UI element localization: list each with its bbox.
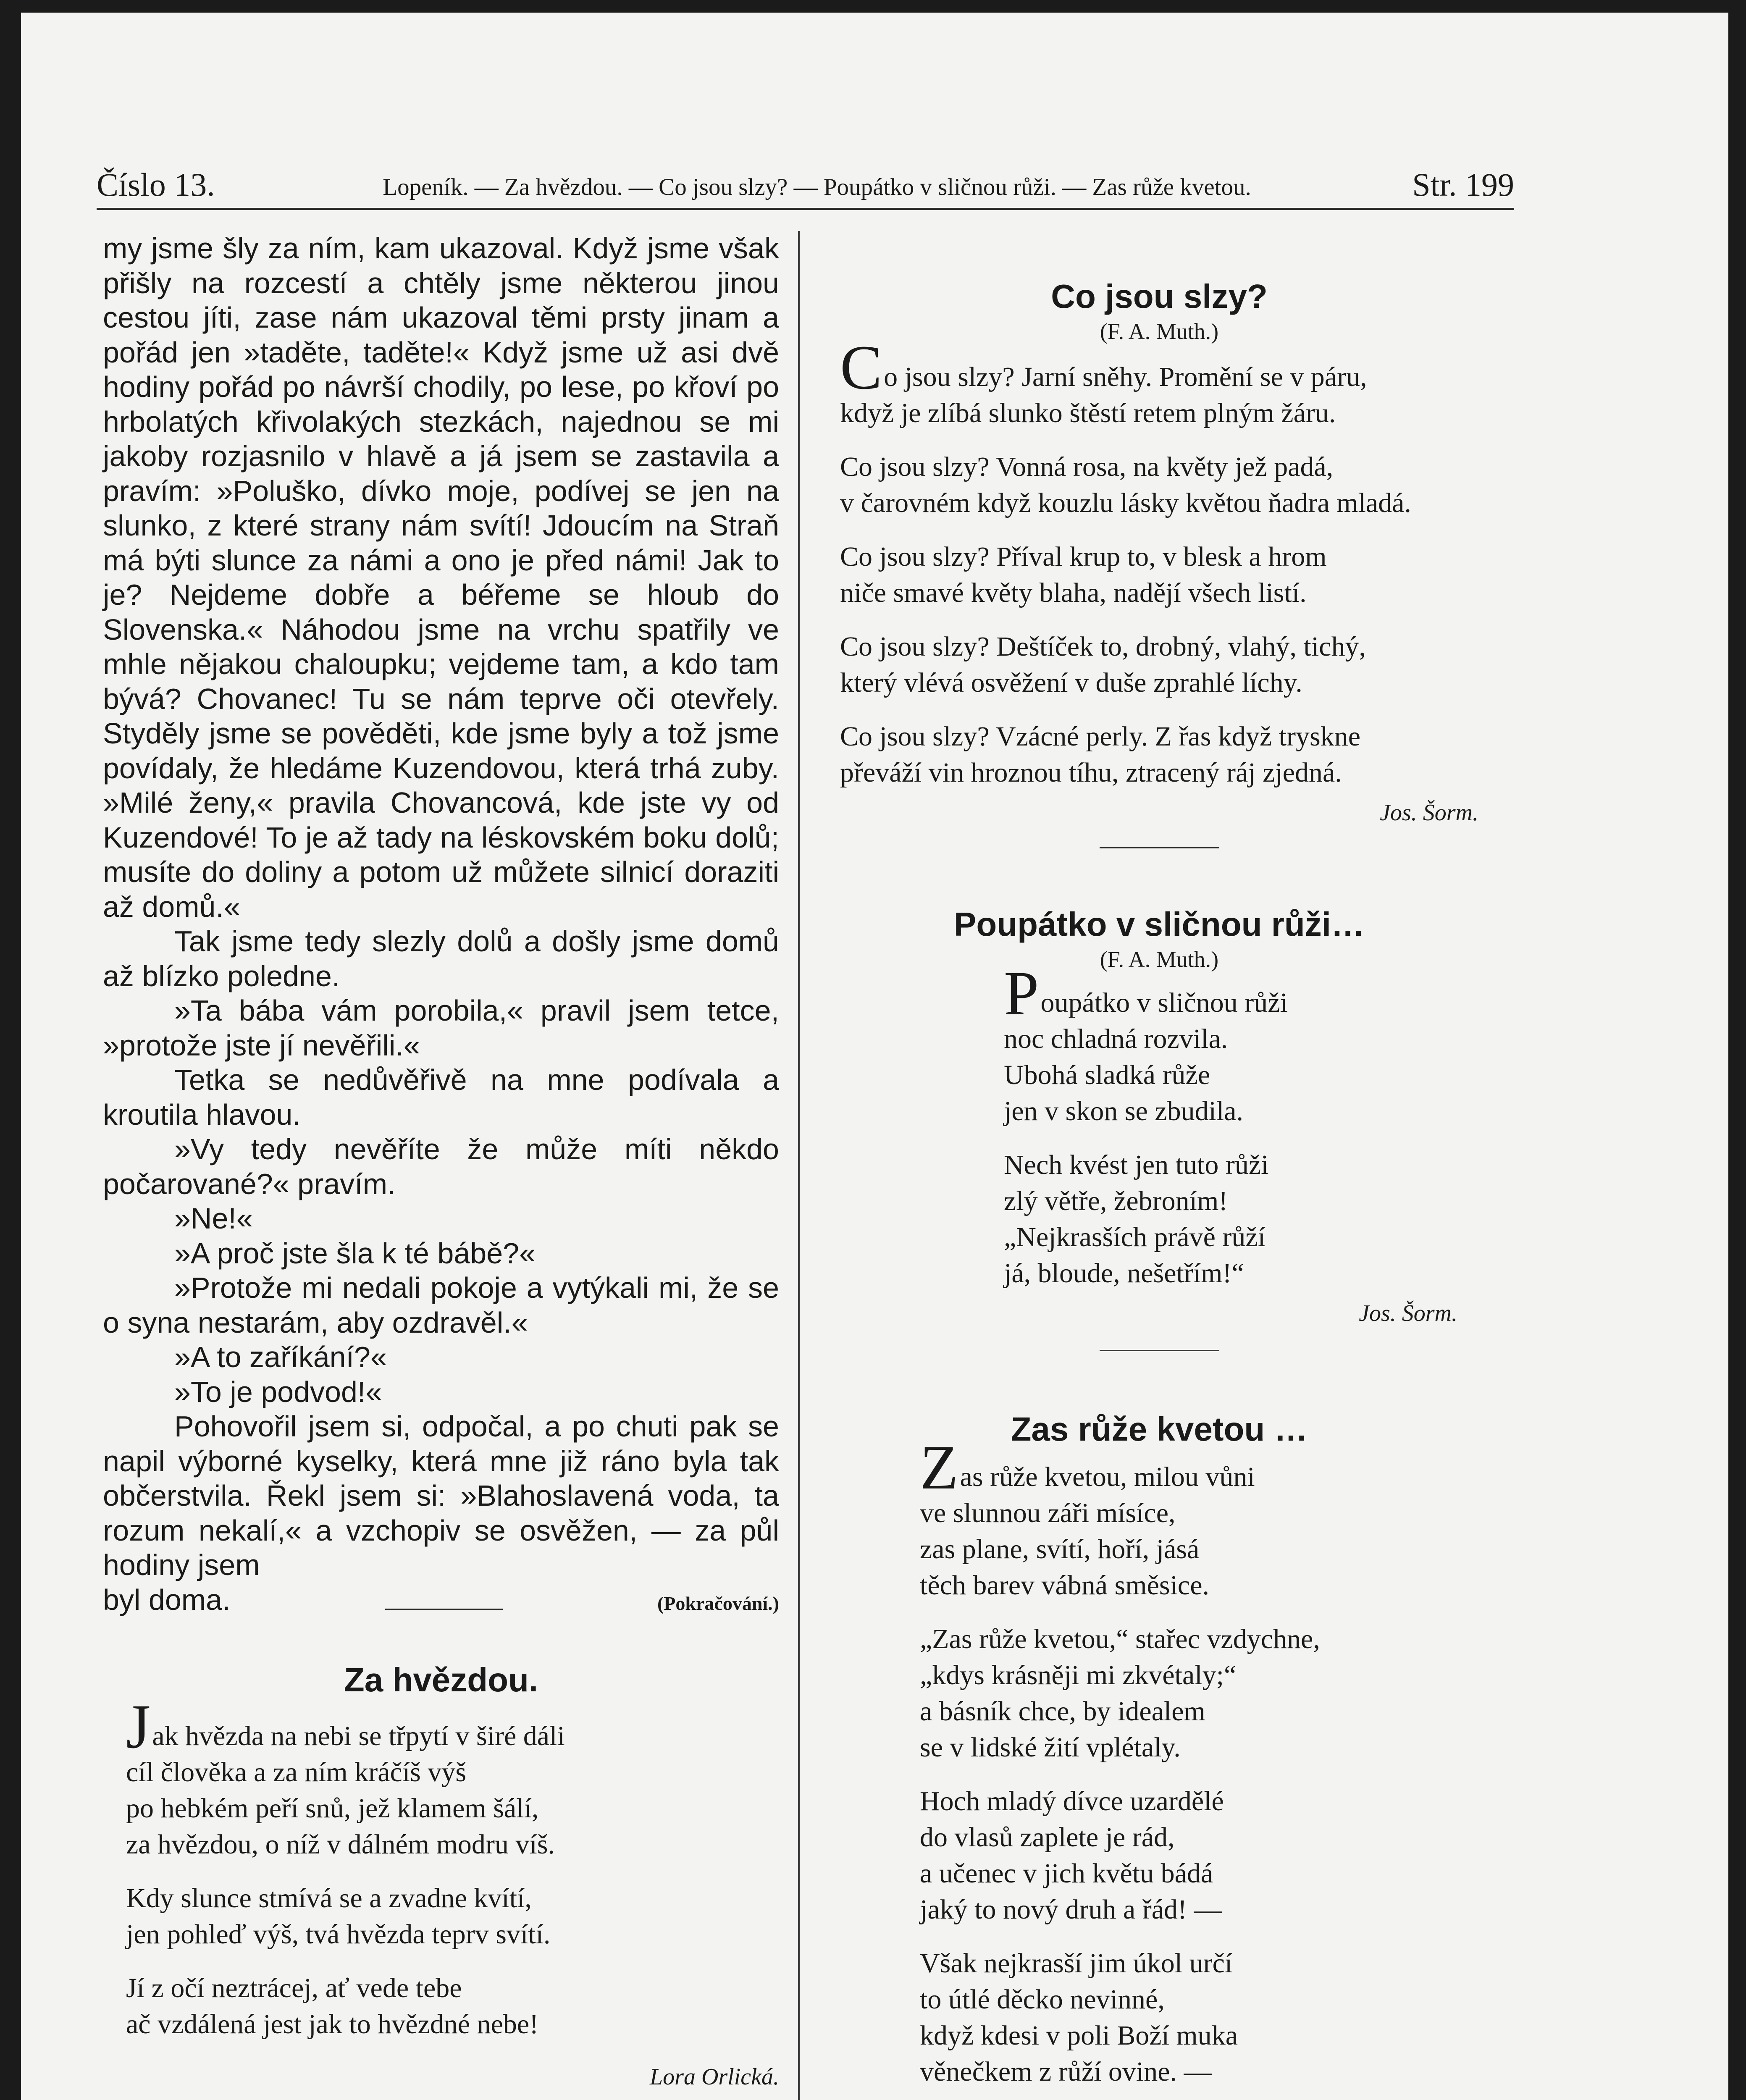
poem-line: Co jsou slzy? Vonná rosa, na květy jež padá, bbox=[840, 452, 1334, 482]
poem-line: „kdys krásněji mi zkvétaly;“ bbox=[920, 1660, 1237, 1690]
poem-line: já, bloude, nešetřím!“ bbox=[1004, 1258, 1244, 1289]
poem-line: v čarovném když kouzlu lásky květou ňadra mladá. bbox=[840, 488, 1411, 518]
stanza bbox=[920, 1433, 1478, 1604]
poem-title: Zas růže kvetou … bbox=[1011, 1410, 1308, 1448]
page-number: Str. 199 bbox=[1412, 166, 1514, 203]
paragraph: »To je podvod!« bbox=[174, 1375, 382, 1408]
drop-cap: Z bbox=[920, 1433, 958, 1502]
lopenik-text bbox=[103, 231, 779, 1621]
stanza bbox=[126, 1692, 779, 1863]
stanza bbox=[920, 1945, 1478, 2090]
author-signature: Jos. Šorm. bbox=[1359, 1300, 1457, 1326]
stanza bbox=[840, 449, 1478, 521]
poem-line: Co jsou slzy? Deštíček to, drobný, vlahý, tichý, bbox=[840, 631, 1366, 662]
poem-byline: (F. A. Muth.) bbox=[1100, 947, 1219, 972]
right-column bbox=[840, 231, 1478, 2100]
author-signature: Jos. Šorm. bbox=[1380, 800, 1478, 826]
stanza bbox=[840, 629, 1478, 701]
stanza bbox=[840, 333, 1478, 431]
left-column bbox=[103, 231, 779, 2100]
poem-zas-ruze bbox=[840, 1433, 1478, 2090]
poem-line: Jak hvězda na nebi se třpytí v širé dáli bbox=[126, 1692, 565, 1761]
poem-line: to útlé děcko nevinné, bbox=[920, 1984, 1165, 2015]
poem-line: „Zas růže kvetou,“ stařec vzdychne, bbox=[920, 1624, 1320, 1654]
paragraph: »Ta bába vám porobila,« pravil jsem tetce, »protože jste jí nevěřili.« bbox=[103, 994, 779, 1062]
poem-line: za hvězdou, o níž v dálném modru víš. bbox=[126, 1829, 555, 1860]
separator-rule bbox=[385, 1609, 503, 1610]
drop-cap: C bbox=[840, 333, 882, 402]
stanza bbox=[920, 1621, 1478, 1766]
poem-line: když kdesi v poli Boží muka bbox=[920, 2020, 1238, 2051]
poem-line: jen v skon se zbudila. bbox=[1004, 1096, 1244, 1126]
poem-line: když je zlíbá slunko štěstí retem plným žáru. bbox=[840, 398, 1336, 428]
paragraph-end bbox=[103, 1583, 779, 1621]
poem-line: Jí z očí neztrácej, ať vede tebe bbox=[126, 1973, 462, 2003]
paragraph: Pohovořil jsem si, odpočal, a po chuti pak se napil výborné kyselky, která mne již ráno byla tak občerstvila. Řekl jsem si: »Blahoslavená voda, ta rozum nekalí,« a vzchopiv se osvěžen, — za půl hodiny jsem bbox=[103, 1410, 779, 1581]
issue-number: Číslo 13. bbox=[97, 166, 215, 203]
column-divider bbox=[798, 231, 800, 2100]
poem-line: Co jsou slzy? Jarní sněhy. Promění se v páru, bbox=[840, 333, 1367, 402]
poem-line: Ubohá sladká růže bbox=[1004, 1060, 1210, 1090]
poem-line: ve slunnou záři mísíce, bbox=[920, 1498, 1176, 1528]
poem-line: se v lidské žití vplétaly. bbox=[920, 1732, 1181, 1763]
running-header bbox=[97, 158, 1514, 210]
poem-line bbox=[1659, 449, 1728, 486]
paragraph: my jsme šly za ním, kam ukazoval. Když jsme však přišly na rozcestí a chtěly jsme některou jinou cestou jíti, zase nám ukazoval těmi prsty jinam a pořád jen »taděte, taděte!« Když jsme už asi dvě hodiny pořád po návrší chodily, po lese, po křoví po hrbolatých křivolakých stezkách, najednou se mi jakoby rozjasnilo v hlavě a já jsem se zastavila a pravím: »Poluško, dívko moje, podívej se jen na slunko, z které strany nám svítí! Jdoucím na Straň má býti slunce za námi a ono je před námi! Jak to je? Nejdeme dobře a béřeme se hloub do Slovenska.« Náhodou jsme na vrchu spatřily ve mhle nějakou chaloupku; vejdeme tam, a kdo tam bývá? Chovanec! Tu se nám teprve oči otevřely. Styděly jsme se pověděti, kde jsme byly a tož jsme povídaly, že hledáme Kuzendovou, která trhá zuby. »Milé ženy,« pravila Chovancová, kde jste vy od Kuzendové! To je až tady na léskovském boku dolů; musíte do doliny a potom už můžete silnicí doraziti až domů.« bbox=[103, 232, 779, 923]
stanza bbox=[840, 719, 1478, 791]
poem-line: Co jsou slzy? Vzácné perly. Z řas když tryskne bbox=[840, 721, 1360, 752]
poem-line: cíl člověka a za ním kráčíš výš bbox=[126, 1757, 467, 1788]
poem-line: noc chladná rozvila. bbox=[1004, 1024, 1228, 1054]
paragraph: »Protože mi nedali pokoje a vytýkali mi, že se o syna nestarám, aby ozdravěl.« bbox=[103, 1271, 779, 1339]
stanza bbox=[126, 1880, 779, 1953]
poem-line: niče smavé květy blaha, nadějí všech listí. bbox=[840, 578, 1307, 608]
last-line: byl doma. bbox=[103, 1583, 231, 1616]
poem-title: Za hvězdou. bbox=[344, 1661, 538, 1698]
poem-line: Poupátko v sličnou růži bbox=[1004, 958, 1288, 1028]
poem-line: který vlévá osvěžení v duše zprahlé líchy. bbox=[840, 667, 1302, 698]
poem-line: Však nejkrasší jim úkol určí bbox=[920, 1948, 1233, 1979]
poem-line: Nech kvést jen tuto růži bbox=[1004, 1150, 1269, 1180]
poem-line: Hoch mladý dívce uzardělé bbox=[920, 1786, 1224, 1816]
poem-line: ač vzdálená jest jak to hvězdné nebe! bbox=[126, 2009, 539, 2040]
author-signature: Lora Orlická. bbox=[650, 2064, 779, 2090]
paragraph: »Ne!« bbox=[174, 1202, 253, 1235]
continuation-note: (Pokračování.) bbox=[657, 1592, 779, 1614]
poem-za-hvezdou bbox=[103, 1692, 779, 2042]
poem-co-jsou-slzy bbox=[840, 333, 1478, 791]
stanza bbox=[126, 1970, 779, 2042]
poem-line: a učenec v jich květu bádá bbox=[920, 1858, 1213, 1889]
poem-line: Co jsou slzy? Příval krup to, v blesk a hrom bbox=[840, 541, 1327, 572]
poem-line: těch barev vábná směsice. bbox=[920, 1570, 1210, 1601]
stanza bbox=[920, 1783, 1478, 1928]
poem-byline: (F. A. Muth.) bbox=[1100, 319, 1219, 344]
paragraph: Tetka se nedůvěřivě na mne podívala a kroutila hlavou. bbox=[103, 1063, 779, 1131]
stanza bbox=[1004, 1147, 1478, 1292]
poem-line: a básník chce, by idealem bbox=[920, 1696, 1205, 1727]
poem-line: „Nejkrasších právě růží bbox=[1004, 1222, 1266, 1252]
poem-line: Zas růže kvetou, milou vůni bbox=[920, 1433, 1255, 1502]
stanza bbox=[840, 539, 1478, 611]
header-contents: Lopeník. — Za hvězdou. — Co jsou slzy? — Poupátko v sličnou růži. — Zas růže kvetou. bbox=[383, 174, 1251, 200]
paragraph: Tak jsme tedy slezly dolů a došly jsme domů až blízko poledne. bbox=[103, 925, 779, 992]
poem-title: Co jsou slzy? bbox=[1051, 278, 1268, 315]
paragraph: »A to zaříkání?« bbox=[174, 1341, 387, 1373]
drop-cap: J bbox=[126, 1692, 151, 1761]
paragraph: »Vy tedy nevěříte že může míti někdo počarované?« pravím. bbox=[103, 1133, 779, 1200]
poem-line: věnečkem z růží ovine. — bbox=[920, 2056, 1212, 2087]
paragraph: »A proč jste šla k té bábě?« bbox=[174, 1236, 536, 1270]
poem-line: Kdy slunce stmívá se a zvadne kvítí, bbox=[126, 1883, 532, 1914]
poem-line: jaký to nový druh a řád! — bbox=[920, 1894, 1222, 1925]
drop-cap: P bbox=[1004, 958, 1039, 1028]
poem-line: jen pohleď výš, tvá hvězda teprv svítí. bbox=[126, 1919, 551, 1950]
poem-line: převáží vin hroznou tíhu, ztracený ráj zjedná. bbox=[840, 757, 1342, 788]
page bbox=[21, 13, 1728, 2100]
poem-title: Poupátko v sličnou růži… bbox=[954, 906, 1365, 943]
poem-line: zas plane, svítí, hoří, jásá bbox=[920, 1534, 1200, 1564]
poem-line: do vlasů zaplete je rád, bbox=[920, 1822, 1175, 1853]
poem-line: zlý větře, žebroním! bbox=[1004, 1186, 1228, 1216]
poem-line: po hebkém peří snů, jež klamem šálí, bbox=[126, 1793, 539, 1824]
